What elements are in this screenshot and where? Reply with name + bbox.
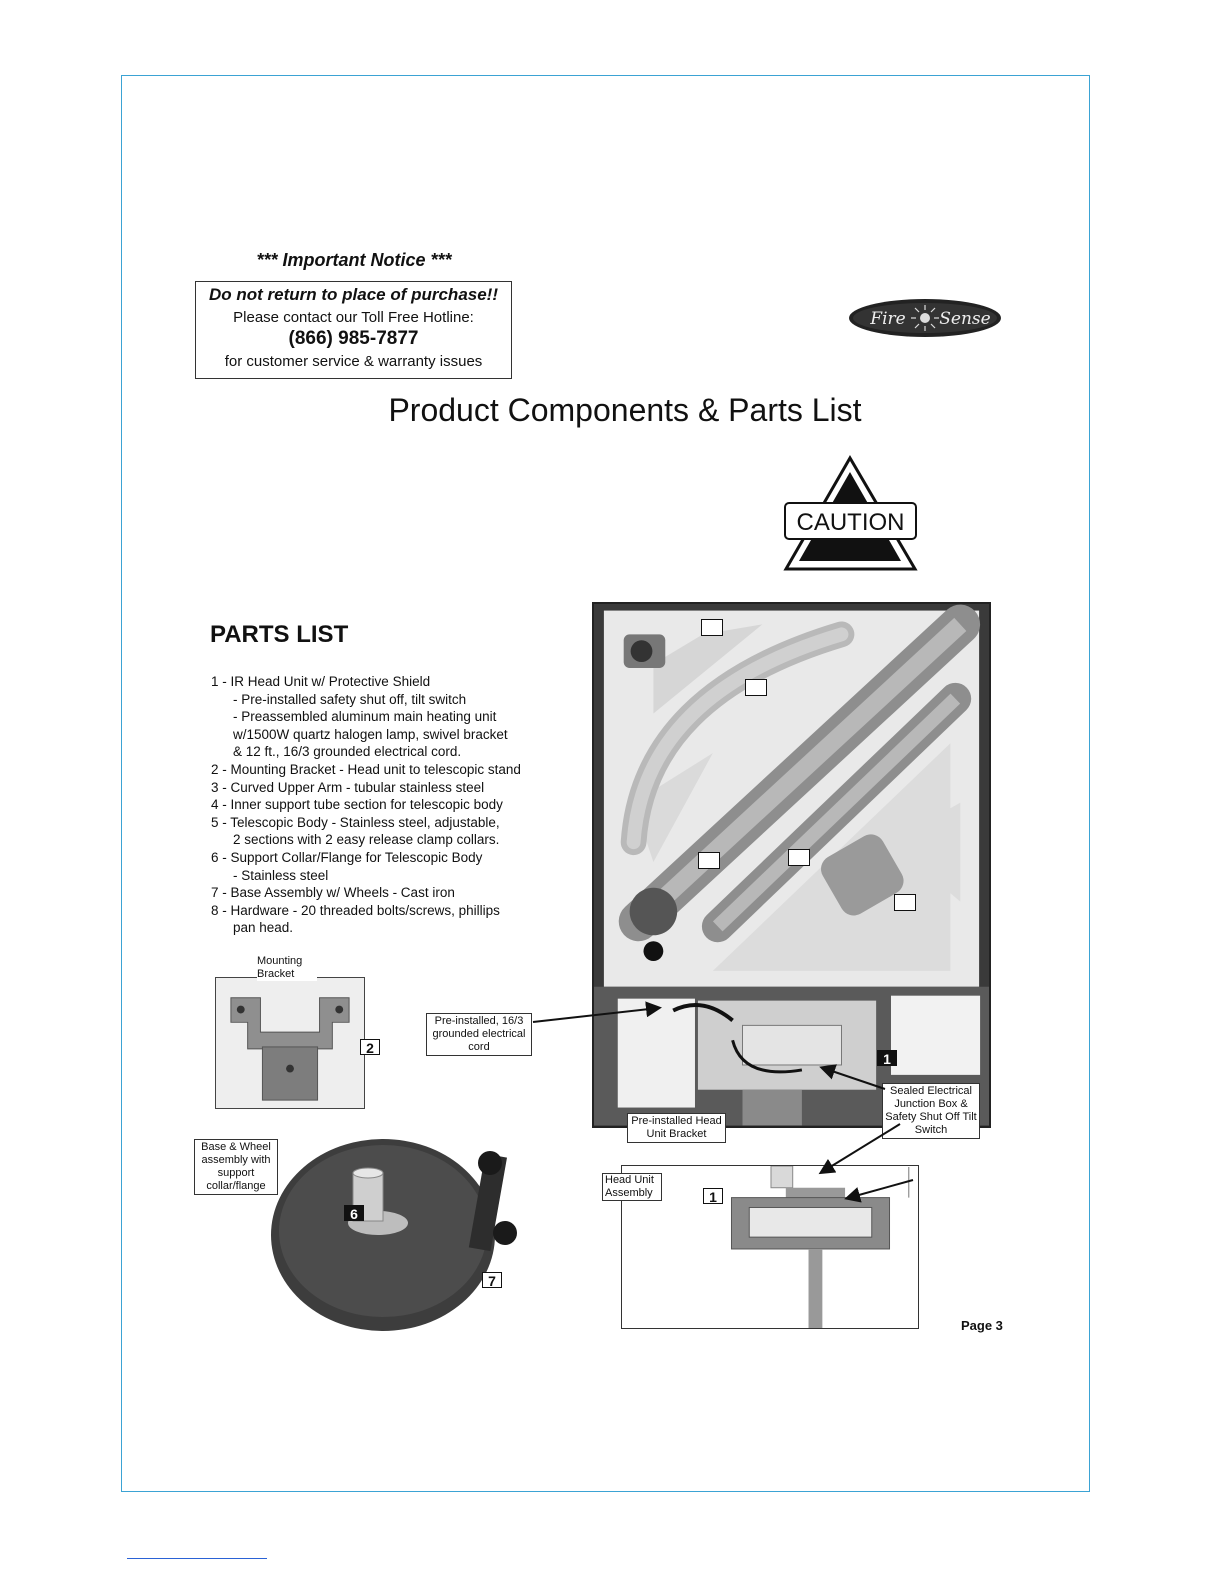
label-junction-box: Sealed Electrical Junction Box & Safety Shut Off Tilt Switch: [882, 1083, 980, 1139]
caution-text: CAUTION: [796, 509, 905, 536]
mounting-bracket-photo: [215, 977, 365, 1109]
parts-list-item: 4 - Inner support tube section for telescopic body: [211, 797, 503, 813]
callout-box: [701, 619, 723, 636]
fire-sense-logo: [848, 298, 1002, 338]
notice-phone: (866) 985-7877: [288, 328, 419, 349]
caution-sign: [783, 455, 918, 573]
notice-title: *** Important Notice ***: [256, 250, 452, 270]
label-head-unit-assembly: Head Unit Assembly: [602, 1173, 662, 1201]
parts-list-item: - Stainless steel: [233, 867, 329, 883]
page-number: Page 3: [961, 1318, 1003, 1333]
parts-list-item: - Pre-installed safety shut off, tilt switch: [233, 691, 467, 707]
parts-list-item: 1 - IR Head Unit w/ Protective Shield: [211, 674, 431, 689]
footer-link-underline: [127, 1558, 267, 1559]
callout-box: [745, 679, 767, 696]
notice-line-2: Please contact our Toll Free Hotline:: [233, 309, 474, 326]
label-electrical-cord: Pre-installed, 16/3 grounded electrical cord: [426, 1013, 532, 1056]
callout-1-box: 1: [877, 1050, 897, 1066]
parts-list-item: 7 - Base Assembly w/ Wheels - Cast iron: [211, 885, 455, 901]
parts-list-item: w/1500W quartz halogen lamp, swivel bracket: [233, 726, 508, 742]
label-base-wheel: Base & Wheel assembly with support collar/flange: [194, 1139, 278, 1195]
notice-box: [195, 281, 512, 379]
parts-list-item: 8 - Hardware - 20 threaded bolts/screws, phillips: [211, 902, 500, 918]
callout-2: 2: [360, 1039, 380, 1055]
parts-list-item: pan head.: [233, 920, 294, 936]
parts-list-item: 6 - Support Collar/Flange for Telescopic Body: [211, 849, 483, 865]
parts-list-item: & 12 ft., 16/3 grounded electrical cord.: [233, 744, 462, 760]
callout-box: [788, 849, 810, 866]
callout-7: 7: [482, 1272, 502, 1288]
label-head-unit-bracket: Pre-installed Head Unit Bracket: [627, 1113, 726, 1143]
notice-line-1: Do not return to place of purchase!!: [208, 285, 499, 304]
callout-box: [698, 852, 720, 869]
notice-line-4: for customer service & warranty issues: [224, 353, 483, 370]
callout-1-head: 1: [703, 1188, 723, 1204]
svg-text:Fire: Fire: [870, 309, 906, 329]
parts-list-item: 2 sections with 2 easy release clamp collars.: [233, 832, 500, 848]
page-title: Product Components & Parts List: [388, 392, 862, 428]
callout-box: [894, 894, 916, 911]
base-wheel-photo: [265, 1135, 535, 1335]
svg-text:Sense: Sense: [939, 309, 991, 329]
parts-list: [211, 673, 556, 937]
parts-list-item: - Preassembled aluminum main heating unit: [233, 709, 497, 725]
head-unit-photo: [621, 1165, 919, 1329]
parts-list-item: 2 - Mounting Bracket - Head unit to telescopic stand: [211, 761, 521, 777]
label-mounting-bracket: Mounting Bracket: [257, 955, 317, 981]
parts-list-heading: PARTS LIST: [210, 621, 349, 648]
parts-list-item: 3 - Curved Upper Arm - tubular stainless steel: [211, 779, 485, 795]
parts-list-item: 5 - Telescopic Body - Stainless steel, adjustable,: [211, 814, 500, 830]
callout-6: 6: [344, 1205, 364, 1221]
